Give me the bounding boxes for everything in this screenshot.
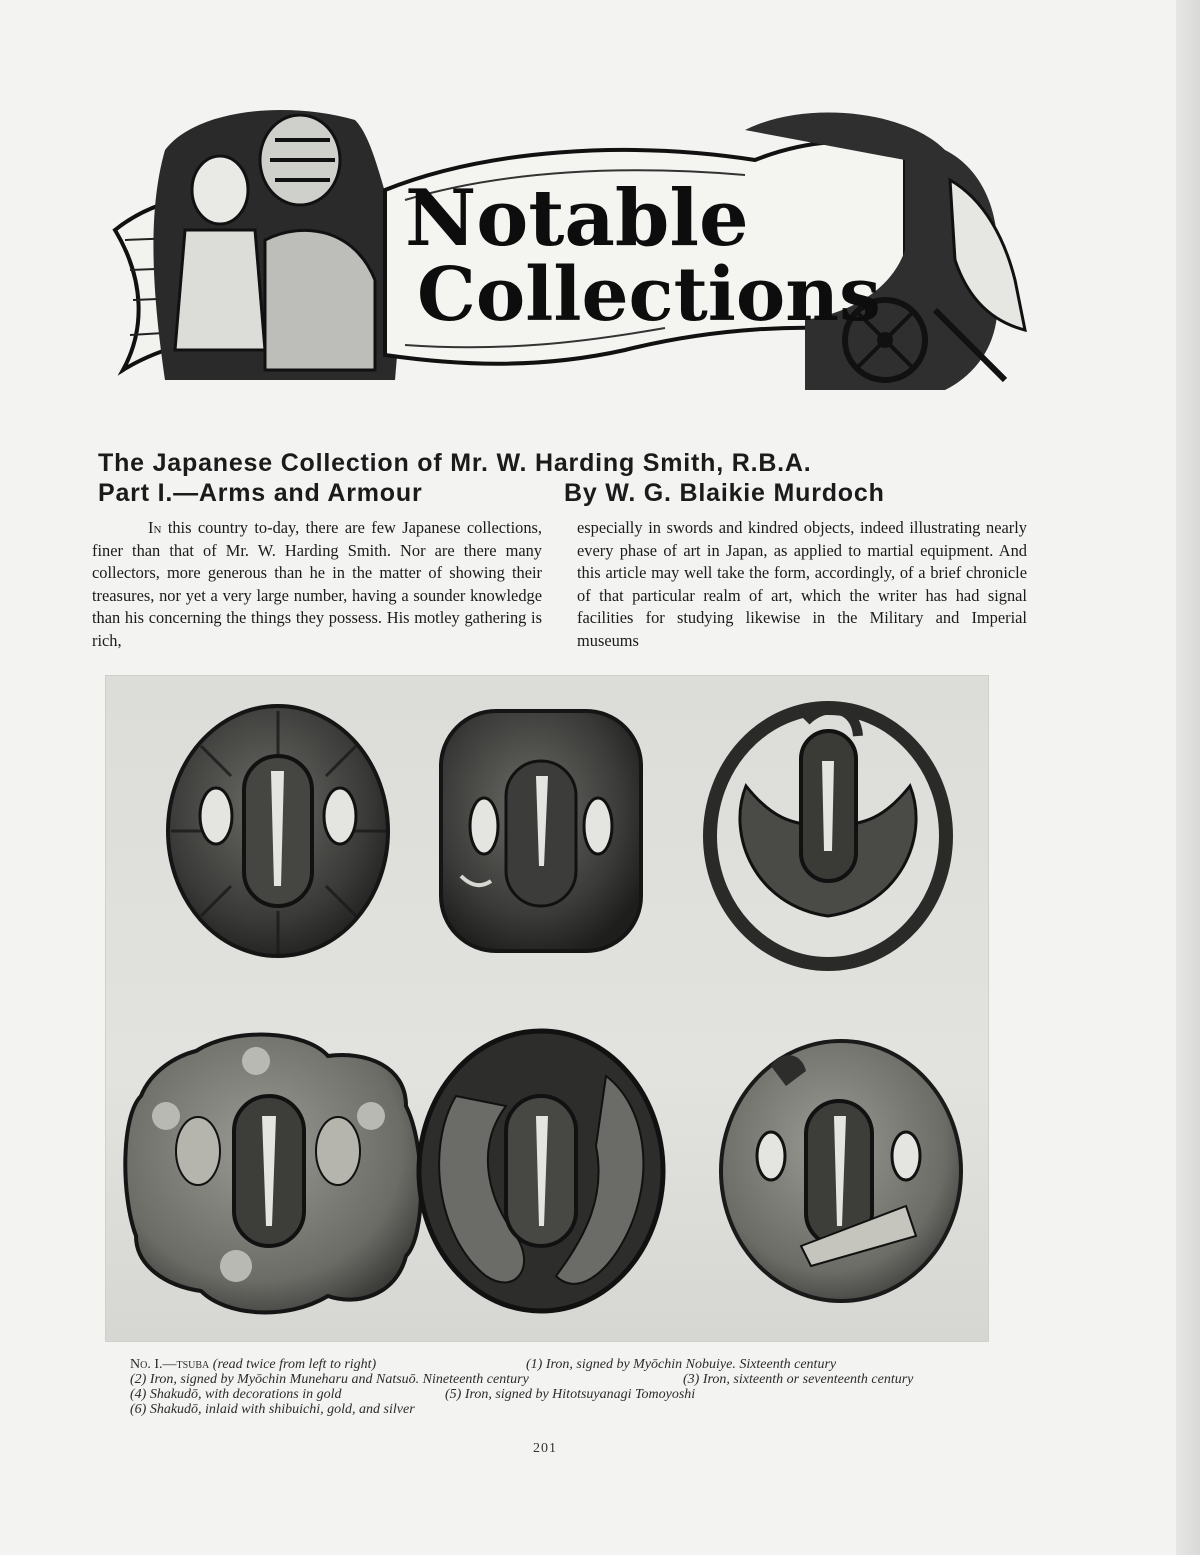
notable-collections-banner <box>105 80 1035 420</box>
tsuba-5 <box>419 1031 663 1311</box>
tsuba-6 <box>721 1041 961 1301</box>
plate-caption <box>120 1357 1000 1417</box>
caption-item-1: (1) Iron, signed by Myōchin Nobuiye. Sixteenth century <box>526 1357 837 1372</box>
tsuba-photographs <box>106 676 988 1341</box>
tsuba-1 <box>168 706 388 956</box>
body-column-left <box>92 517 542 652</box>
article-subheading <box>98 478 978 510</box>
body-text-left: this country to-day, there are few Japanese collections, finer than that of Mr. W. Harding Smith. Nor are there many collectors, more generous than he in the matter of showing their treasures, nor yet a very large number, having a sounder knowledge than his concerning the things they possess. His motley gathering is rich, <box>92 518 542 650</box>
banner-title-line1: Notable <box>405 173 749 264</box>
article-part: Part I.—Arms and Armour <box>98 479 423 507</box>
caption-item-2: (2) Iron, signed by Myōchin Muneharu and Natsuō. Nineteenth century <box>130 1372 529 1387</box>
caption-row-3 <box>120 1387 1000 1402</box>
caption-item-4: (4) Shakudō, with decorations in gold <box>130 1387 342 1402</box>
caption-row-4 <box>120 1402 1000 1417</box>
tsuba-2 <box>441 711 641 951</box>
caption-row-1 <box>120 1357 1000 1372</box>
article-title: The Japanese Collection of Mr. W. Harding Smith, R.B.A. <box>98 449 812 477</box>
caption-item-6: (6) Shakudō, inlaid with shibuichi, gold, and silver <box>130 1402 415 1417</box>
page-edge <box>1176 0 1200 1555</box>
article-heading <box>98 448 978 510</box>
banner-title-line2: Collections <box>417 252 881 338</box>
tsuba-3 <box>710 708 946 964</box>
drop-word: In <box>148 518 162 537</box>
caption-row-2 <box>120 1372 1000 1387</box>
page-number: 201 <box>533 1441 557 1456</box>
article-byline: By W. G. Blaikie Murdoch <box>564 479 885 507</box>
tsuba-photo-plate <box>105 675 989 1342</box>
caption-lead: No. I.—tsuba (read twice from left to right) <box>130 1357 377 1372</box>
caption-item-3: (3) Iron, sixteenth or seventeenth century <box>683 1372 914 1387</box>
tsuba-4 <box>125 1035 421 1313</box>
caption-item-5: (5) Iron, signed by Hitotsuyanagi Tomoyoshi <box>445 1387 696 1402</box>
body-column-right: especially in swords and kindred objects, indeed illustrating nearly every phase of art in Japan, as applied to martial equipment. And this article may well take the form, accordingly, of a brief chronicle of that particular realm of art, which the writer has had signal facilities for studying likewise in the Military and Imperial museums <box>577 518 1027 650</box>
